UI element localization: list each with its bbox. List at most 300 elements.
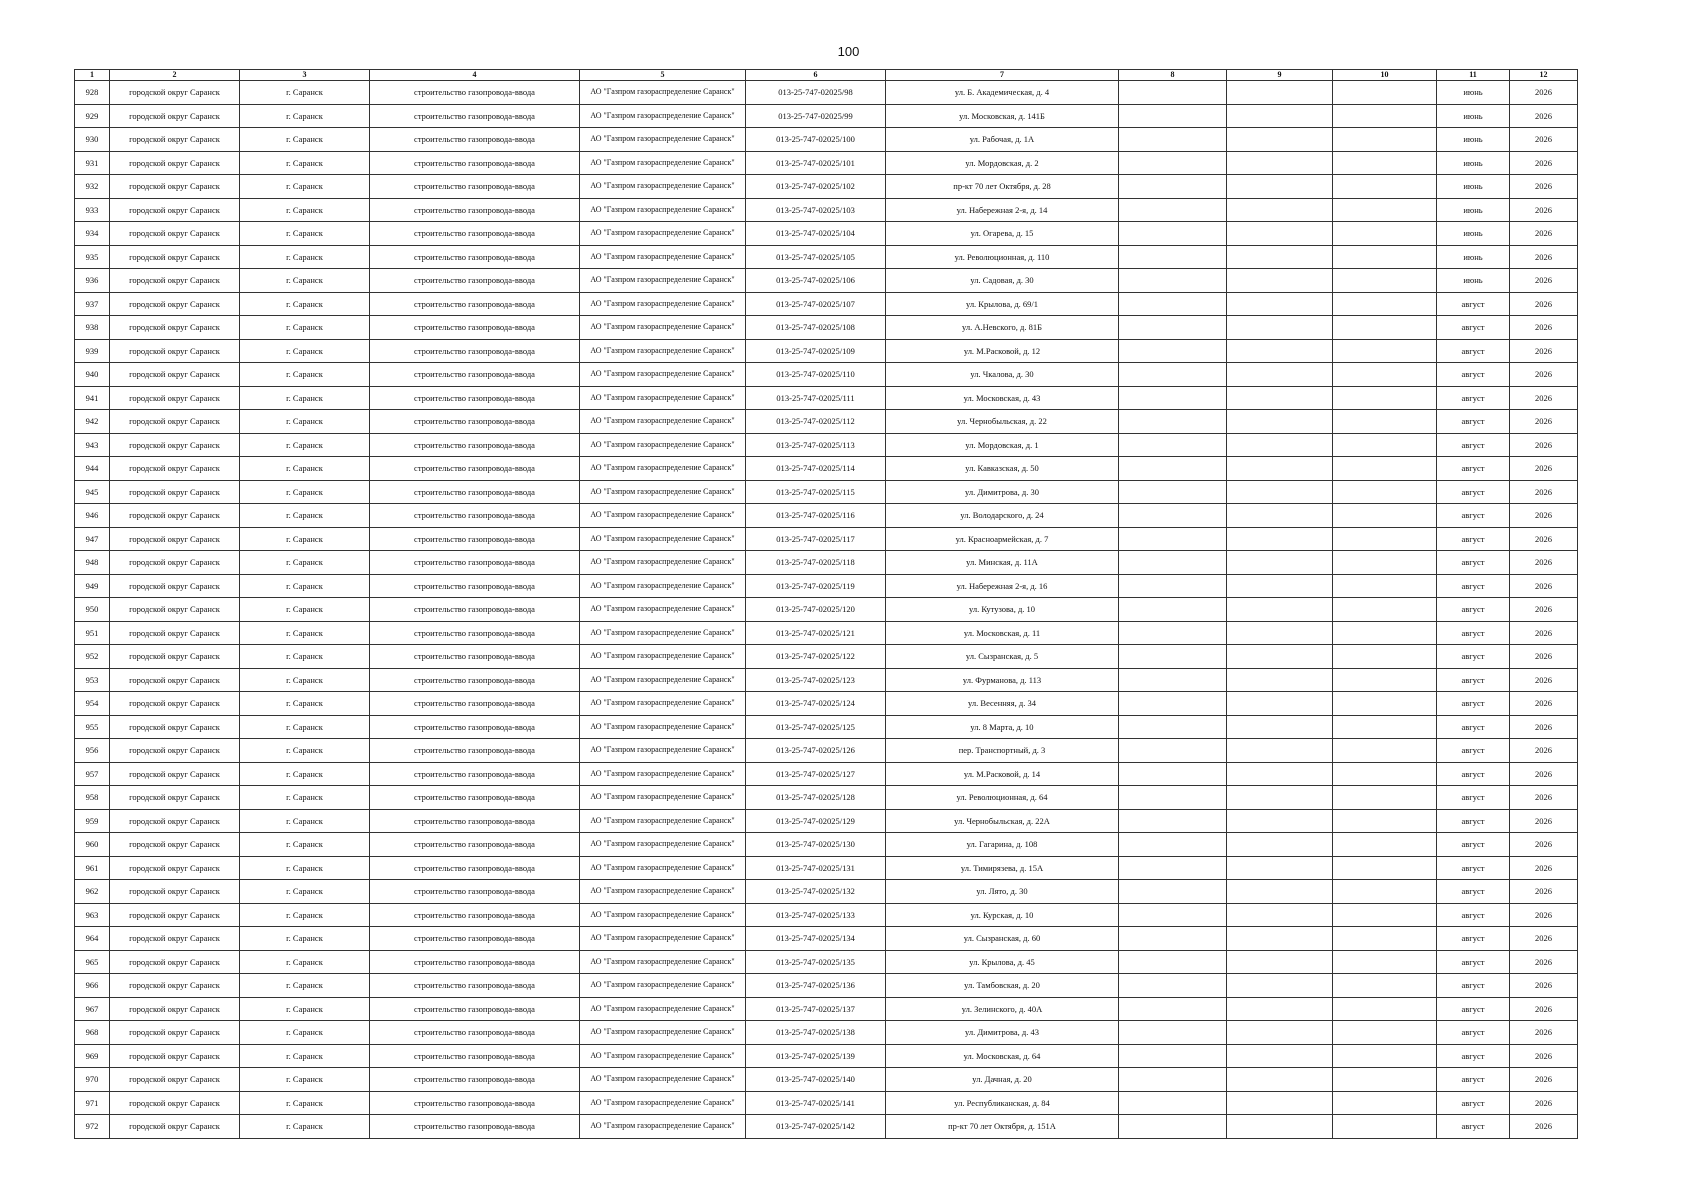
table-row — [75, 386, 1578, 410]
settlement-cell: г. Саранск — [240, 950, 370, 974]
col-9-cell — [1227, 457, 1333, 481]
col-8-cell — [1119, 950, 1227, 974]
municipality-cell: городской округ Саранск — [110, 1021, 240, 1045]
registry-number-cell: 013-25-747-02025/136 — [746, 974, 886, 998]
col-8-cell — [1119, 621, 1227, 645]
table-row — [75, 198, 1578, 222]
year-cell: 2026 — [1510, 1115, 1578, 1139]
address-cell: ул. Мордовская, д. 2 — [886, 151, 1119, 175]
work-type-cell: строительство газопровода-ввода — [370, 457, 580, 481]
col-9-cell — [1227, 81, 1333, 105]
col-9-cell — [1227, 292, 1333, 316]
col-10-cell — [1333, 245, 1437, 269]
col-9-cell — [1227, 269, 1333, 293]
row-number-cell: 930 — [75, 128, 110, 152]
col-8-cell — [1119, 762, 1227, 786]
registry-number-cell: 013-25-747-02025/124 — [746, 692, 886, 716]
work-type-cell: строительство газопровода-ввода — [370, 222, 580, 246]
col-9-cell — [1227, 151, 1333, 175]
col-8-cell — [1119, 339, 1227, 363]
row-number-cell: 969 — [75, 1044, 110, 1068]
organization-cell: АО "Газпром газораспределение Саранск" — [580, 386, 746, 410]
col-9-cell — [1227, 245, 1333, 269]
registry-number-cell: 013-25-747-02025/111 — [746, 386, 886, 410]
col-9-cell — [1227, 856, 1333, 880]
settlement-cell: г. Саранск — [240, 339, 370, 363]
col-10-cell — [1333, 551, 1437, 575]
address-cell: ул. Рабочая, д. 1А — [886, 128, 1119, 152]
table-row — [75, 551, 1578, 575]
municipality-cell: городской округ Саранск — [110, 1068, 240, 1092]
municipality-cell: городской округ Саранск — [110, 222, 240, 246]
row-number-cell: 963 — [75, 903, 110, 927]
organization-cell: АО "Газпром газораспределение Саранск" — [580, 504, 746, 528]
address-cell: ул. М.Расковой, д. 12 — [886, 339, 1119, 363]
row-number-cell: 961 — [75, 856, 110, 880]
registry-number-cell: 013-25-747-02025/140 — [746, 1068, 886, 1092]
month-cell: август — [1437, 974, 1510, 998]
address-cell: ул. Тамбовская, д. 20 — [886, 974, 1119, 998]
table-row — [75, 715, 1578, 739]
col-9-cell — [1227, 198, 1333, 222]
work-type-cell: строительство газопровода-ввода — [370, 927, 580, 951]
column-header-3: 3 — [240, 70, 370, 81]
organization-cell: АО "Газпром газораспределение Саранск" — [580, 692, 746, 716]
column-header-12: 12 — [1510, 70, 1578, 81]
registry-number-cell: 013-25-747-02025/108 — [746, 316, 886, 340]
year-cell: 2026 — [1510, 927, 1578, 951]
organization-cell: АО "Газпром газораспределение Саранск" — [580, 1115, 746, 1139]
col-9-cell — [1227, 950, 1333, 974]
row-number-cell: 972 — [75, 1115, 110, 1139]
settlement-cell: г. Саранск — [240, 269, 370, 293]
address-cell: ул. Димитрова, д. 43 — [886, 1021, 1119, 1045]
col-10-cell — [1333, 668, 1437, 692]
col-10-cell — [1333, 457, 1437, 481]
registry-number-cell: 013-25-747-02025/107 — [746, 292, 886, 316]
registry-number-cell: 013-25-747-02025/104 — [746, 222, 886, 246]
row-number-cell: 928 — [75, 81, 110, 105]
table-row — [75, 128, 1578, 152]
col-10-cell — [1333, 316, 1437, 340]
month-cell: август — [1437, 551, 1510, 575]
registry-number-cell: 013-25-747-02025/127 — [746, 762, 886, 786]
address-cell: ул. Крылова, д. 69/1 — [886, 292, 1119, 316]
month-cell: август — [1437, 480, 1510, 504]
registry-number-cell: 013-25-747-02025/123 — [746, 668, 886, 692]
settlement-cell: г. Саранск — [240, 1021, 370, 1045]
column-header-10: 10 — [1333, 70, 1437, 81]
municipality-cell: городской округ Саранск — [110, 269, 240, 293]
row-number-cell: 968 — [75, 1021, 110, 1045]
col-8-cell — [1119, 457, 1227, 481]
col-9-cell — [1227, 504, 1333, 528]
settlement-cell: г. Саранск — [240, 1091, 370, 1115]
year-cell: 2026 — [1510, 457, 1578, 481]
municipality-cell: городской округ Саранск — [110, 598, 240, 622]
year-cell: 2026 — [1510, 621, 1578, 645]
work-type-cell: строительство газопровода-ввода — [370, 997, 580, 1021]
work-type-cell: строительство газопровода-ввода — [370, 339, 580, 363]
work-type-cell: строительство газопровода-ввода — [370, 974, 580, 998]
municipality-cell: городской округ Саранск — [110, 151, 240, 175]
row-number-cell: 957 — [75, 762, 110, 786]
year-cell: 2026 — [1510, 363, 1578, 387]
municipality-cell: городской округ Саранск — [110, 856, 240, 880]
settlement-cell: г. Саранск — [240, 81, 370, 105]
municipality-cell: городской округ Саранск — [110, 527, 240, 551]
work-type-cell: строительство газопровода-ввода — [370, 151, 580, 175]
row-number-cell: 952 — [75, 645, 110, 669]
table-row — [75, 363, 1578, 387]
col-9-cell — [1227, 363, 1333, 387]
settlement-cell: г. Саранск — [240, 410, 370, 434]
col-8-cell — [1119, 645, 1227, 669]
row-number-cell: 937 — [75, 292, 110, 316]
table-row — [75, 527, 1578, 551]
row-number-cell: 944 — [75, 457, 110, 481]
table-row — [75, 833, 1578, 857]
month-cell: август — [1437, 762, 1510, 786]
settlement-cell: г. Саранск — [240, 1044, 370, 1068]
municipality-cell: городской округ Саранск — [110, 833, 240, 857]
year-cell: 2026 — [1510, 198, 1578, 222]
address-cell: ул. Б. Академическая, д. 4 — [886, 81, 1119, 105]
table-row — [75, 292, 1578, 316]
col-9-cell — [1227, 880, 1333, 904]
col-8-cell — [1119, 198, 1227, 222]
municipality-cell: городской округ Саранск — [110, 621, 240, 645]
row-number-cell: 941 — [75, 386, 110, 410]
table-body — [75, 81, 1578, 1139]
registry-number-cell: 013-25-747-02025/117 — [746, 527, 886, 551]
month-cell: август — [1437, 927, 1510, 951]
month-cell: август — [1437, 386, 1510, 410]
col-8-cell — [1119, 245, 1227, 269]
municipality-cell: городской округ Саранск — [110, 504, 240, 528]
col-10-cell — [1333, 1091, 1437, 1115]
month-cell: август — [1437, 692, 1510, 716]
col-8-cell — [1119, 856, 1227, 880]
col-10-cell — [1333, 833, 1437, 857]
address-cell: ул. Кавказская, д. 50 — [886, 457, 1119, 481]
year-cell: 2026 — [1510, 81, 1578, 105]
table-row — [75, 410, 1578, 434]
col-9-cell — [1227, 762, 1333, 786]
col-9-cell — [1227, 128, 1333, 152]
col-10-cell — [1333, 974, 1437, 998]
col-10-cell — [1333, 739, 1437, 763]
col-8-cell — [1119, 104, 1227, 128]
col-9-cell — [1227, 551, 1333, 575]
municipality-cell: городской округ Саранск — [110, 198, 240, 222]
row-number-cell: 947 — [75, 527, 110, 551]
year-cell: 2026 — [1510, 339, 1578, 363]
col-9-cell — [1227, 715, 1333, 739]
table-row — [75, 433, 1578, 457]
col-9-cell — [1227, 598, 1333, 622]
organization-cell: АО "Газпром газораспределение Саранск" — [580, 1044, 746, 1068]
registry-number-cell: 013-25-747-02025/105 — [746, 245, 886, 269]
col-8-cell — [1119, 574, 1227, 598]
address-cell: ул. М.Расковой, д. 14 — [886, 762, 1119, 786]
col-9-cell — [1227, 668, 1333, 692]
organization-cell: АО "Газпром газораспределение Саранск" — [580, 1091, 746, 1115]
settlement-cell: г. Саранск — [240, 198, 370, 222]
work-type-cell: строительство газопровода-ввода — [370, 245, 580, 269]
settlement-cell: г. Саранск — [240, 974, 370, 998]
table-row — [75, 1044, 1578, 1068]
organization-cell: АО "Газпром газораспределение Саранск" — [580, 833, 746, 857]
organization-cell: АО "Газпром газораспределение Саранск" — [580, 198, 746, 222]
column-header-1: 1 — [75, 70, 110, 81]
page-number: 100 — [837, 44, 860, 59]
year-cell: 2026 — [1510, 715, 1578, 739]
work-type-cell: строительство газопровода-ввода — [370, 856, 580, 880]
work-type-cell: строительство газопровода-ввода — [370, 104, 580, 128]
month-cell: август — [1437, 809, 1510, 833]
settlement-cell: г. Саранск — [240, 880, 370, 904]
col-10-cell — [1333, 363, 1437, 387]
month-cell: август — [1437, 903, 1510, 927]
work-type-cell: строительство газопровода-ввода — [370, 1068, 580, 1092]
settlement-cell: г. Саранск — [240, 668, 370, 692]
organization-cell: АО "Газпром газораспределение Саранск" — [580, 292, 746, 316]
year-cell: 2026 — [1510, 974, 1578, 998]
municipality-cell: городской округ Саранск — [110, 339, 240, 363]
municipality-cell: городской округ Саранск — [110, 880, 240, 904]
col-10-cell — [1333, 903, 1437, 927]
col-10-cell — [1333, 856, 1437, 880]
registry-number-cell: 013-25-747-02025/142 — [746, 1115, 886, 1139]
month-cell: август — [1437, 856, 1510, 880]
col-9-cell — [1227, 480, 1333, 504]
col-10-cell — [1333, 574, 1437, 598]
municipality-cell: городской округ Саранск — [110, 316, 240, 340]
col-8-cell — [1119, 128, 1227, 152]
row-number-cell: 935 — [75, 245, 110, 269]
settlement-cell: г. Саранск — [240, 997, 370, 1021]
municipality-cell: городской округ Саранск — [110, 668, 240, 692]
municipality-cell: городской округ Саранск — [110, 903, 240, 927]
col-10-cell — [1333, 504, 1437, 528]
work-type-cell: строительство газопровода-ввода — [370, 480, 580, 504]
organization-cell: АО "Газпром газораспределение Саранск" — [580, 245, 746, 269]
organization-cell: АО "Газпром газораспределение Саранск" — [580, 480, 746, 504]
col-9-cell — [1227, 410, 1333, 434]
work-type-cell: строительство газопровода-ввода — [370, 316, 580, 340]
year-cell: 2026 — [1510, 1044, 1578, 1068]
col-10-cell — [1333, 151, 1437, 175]
registry-number-cell: 013-25-747-02025/113 — [746, 433, 886, 457]
municipality-cell: городской округ Саранск — [110, 457, 240, 481]
address-cell: ул. Революционная, д. 64 — [886, 786, 1119, 810]
month-cell: август — [1437, 1044, 1510, 1068]
col-8-cell — [1119, 903, 1227, 927]
municipality-cell: городской округ Саранск — [110, 81, 240, 105]
col-8-cell — [1119, 833, 1227, 857]
address-cell: ул. Революционная, д. 110 — [886, 245, 1119, 269]
year-cell: 2026 — [1510, 786, 1578, 810]
col-8-cell — [1119, 1021, 1227, 1045]
work-type-cell: строительство газопровода-ввода — [370, 1021, 580, 1045]
month-cell: август — [1437, 668, 1510, 692]
month-cell: август — [1437, 1021, 1510, 1045]
work-type-cell: строительство газопровода-ввода — [370, 269, 580, 293]
address-cell: ул. 8 Марта, д. 10 — [886, 715, 1119, 739]
col-8-cell — [1119, 668, 1227, 692]
table-row — [75, 504, 1578, 528]
municipality-cell: городской округ Саранск — [110, 292, 240, 316]
row-number-cell: 939 — [75, 339, 110, 363]
registry-number-cell: 013-25-747-02025/100 — [746, 128, 886, 152]
registry-number-cell: 013-25-747-02025/133 — [746, 903, 886, 927]
year-cell: 2026 — [1510, 292, 1578, 316]
work-type-cell: строительство газопровода-ввода — [370, 1091, 580, 1115]
row-number-cell: 940 — [75, 363, 110, 387]
table-row — [75, 480, 1578, 504]
table-row — [75, 762, 1578, 786]
row-number-cell: 960 — [75, 833, 110, 857]
month-cell: август — [1437, 739, 1510, 763]
month-cell: август — [1437, 833, 1510, 857]
organization-cell: АО "Газпром газораспределение Саранск" — [580, 457, 746, 481]
work-type-cell: строительство газопровода-ввода — [370, 762, 580, 786]
col-10-cell — [1333, 198, 1437, 222]
registry-number-cell: 013-25-747-02025/114 — [746, 457, 886, 481]
address-cell: ул. Набережная 2-я, д. 16 — [886, 574, 1119, 598]
col-10-cell — [1333, 269, 1437, 293]
table-row — [75, 974, 1578, 998]
col-9-cell — [1227, 386, 1333, 410]
year-cell: 2026 — [1510, 1068, 1578, 1092]
table-row — [75, 81, 1578, 105]
col-8-cell — [1119, 1044, 1227, 1068]
settlement-cell: г. Саранск — [240, 175, 370, 199]
month-cell: август — [1437, 598, 1510, 622]
year-cell: 2026 — [1510, 997, 1578, 1021]
row-number-cell: 942 — [75, 410, 110, 434]
work-type-cell: строительство газопровода-ввода — [370, 715, 580, 739]
row-number-cell: 967 — [75, 997, 110, 1021]
year-cell: 2026 — [1510, 269, 1578, 293]
work-type-cell: строительство газопровода-ввода — [370, 81, 580, 105]
year-cell: 2026 — [1510, 410, 1578, 434]
column-header-7: 7 — [886, 70, 1119, 81]
work-type-cell: строительство газопровода-ввода — [370, 621, 580, 645]
work-type-cell: строительство газопровода-ввода — [370, 292, 580, 316]
row-number-cell: 943 — [75, 433, 110, 457]
month-cell: август — [1437, 410, 1510, 434]
month-cell: август — [1437, 715, 1510, 739]
row-number-cell: 951 — [75, 621, 110, 645]
work-type-cell: строительство газопровода-ввода — [370, 504, 580, 528]
year-cell: 2026 — [1510, 245, 1578, 269]
row-number-cell: 956 — [75, 739, 110, 763]
municipality-cell: городской округ Саранск — [110, 927, 240, 951]
registry-number-cell: 013-25-747-02025/129 — [746, 809, 886, 833]
municipality-cell: городской округ Саранск — [110, 950, 240, 974]
col-10-cell — [1333, 1068, 1437, 1092]
col-10-cell — [1333, 128, 1437, 152]
month-cell: август — [1437, 457, 1510, 481]
organization-cell: АО "Газпром газораспределение Саранск" — [580, 1021, 746, 1045]
table-row — [75, 339, 1578, 363]
month-cell: август — [1437, 574, 1510, 598]
organization-cell: АО "Газпром газораспределение Саранск" — [580, 786, 746, 810]
col-10-cell — [1333, 1115, 1437, 1139]
registry-number-cell: 013-25-747-02025/122 — [746, 645, 886, 669]
row-number-cell: 958 — [75, 786, 110, 810]
work-type-cell: строительство газопровода-ввода — [370, 175, 580, 199]
organization-cell: АО "Газпром газораспределение Саранск" — [580, 715, 746, 739]
settlement-cell: г. Саранск — [240, 363, 370, 387]
registry-number-cell: 013-25-747-02025/99 — [746, 104, 886, 128]
col-10-cell — [1333, 621, 1437, 645]
table-row — [75, 786, 1578, 810]
settlement-cell: г. Саранск — [240, 551, 370, 575]
work-type-cell: строительство газопровода-ввода — [370, 574, 580, 598]
month-cell: август — [1437, 339, 1510, 363]
year-cell: 2026 — [1510, 809, 1578, 833]
settlement-cell: г. Саранск — [240, 856, 370, 880]
organization-cell: АО "Газпром газораспределение Саранск" — [580, 762, 746, 786]
col-9-cell — [1227, 645, 1333, 669]
year-cell: 2026 — [1510, 1091, 1578, 1115]
organization-cell: АО "Газпром газораспределение Саранск" — [580, 668, 746, 692]
registry-number-cell: 013-25-747-02025/135 — [746, 950, 886, 974]
organization-cell: АО "Газпром газораспределение Саранск" — [580, 551, 746, 575]
col-8-cell — [1119, 386, 1227, 410]
col-8-cell — [1119, 997, 1227, 1021]
row-number-cell: 949 — [75, 574, 110, 598]
row-number-cell: 954 — [75, 692, 110, 716]
registry-number-cell: 013-25-747-02025/109 — [746, 339, 886, 363]
col-9-cell — [1227, 1044, 1333, 1068]
registry-number-cell: 013-25-747-02025/98 — [746, 81, 886, 105]
organization-cell: АО "Газпром газораспределение Саранск" — [580, 903, 746, 927]
work-type-cell: строительство газопровода-ввода — [370, 833, 580, 857]
col-9-cell — [1227, 175, 1333, 199]
address-cell: ул. Московская, д. 11 — [886, 621, 1119, 645]
address-cell: ул. Кутузова, д. 10 — [886, 598, 1119, 622]
month-cell: июнь — [1437, 245, 1510, 269]
municipality-cell: городской округ Саранск — [110, 692, 240, 716]
address-cell: ул. Чернобыльская, д. 22 — [886, 410, 1119, 434]
col-10-cell — [1333, 997, 1437, 1021]
year-cell: 2026 — [1510, 527, 1578, 551]
registry-number-cell: 013-25-747-02025/119 — [746, 574, 886, 598]
col-10-cell — [1333, 1021, 1437, 1045]
municipality-cell: городской округ Саранск — [110, 410, 240, 434]
address-cell: ул. Республиканская, д. 84 — [886, 1091, 1119, 1115]
col-10-cell — [1333, 104, 1437, 128]
year-cell: 2026 — [1510, 551, 1578, 575]
work-type-cell: строительство газопровода-ввода — [370, 527, 580, 551]
organization-cell: АО "Газпром газораспределение Саранск" — [580, 81, 746, 105]
address-cell: ул. Сызранская, д. 60 — [886, 927, 1119, 951]
row-number-cell: 965 — [75, 950, 110, 974]
col-10-cell — [1333, 715, 1437, 739]
col-10-cell — [1333, 950, 1437, 974]
settlement-cell: г. Саранск — [240, 809, 370, 833]
address-cell: ул. Московская, д. 64 — [886, 1044, 1119, 1068]
row-number-cell: 934 — [75, 222, 110, 246]
col-8-cell — [1119, 363, 1227, 387]
table-row — [75, 175, 1578, 199]
settlement-cell: г. Саранск — [240, 833, 370, 857]
col-9-cell — [1227, 786, 1333, 810]
